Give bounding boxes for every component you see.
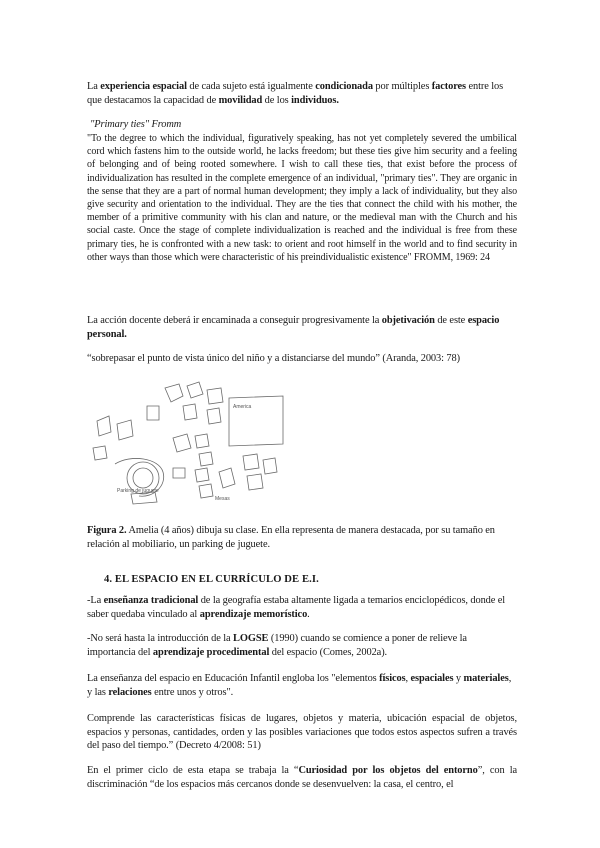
teaching-bold: espacio personal. bbox=[87, 315, 500, 340]
drawing-shape bbox=[263, 458, 277, 474]
aranda-quote: “sobrepasar el punto de vista único del niño y a distanciarse del mundo” (Aranda, 2003: 78) bbox=[87, 353, 460, 364]
drawing-shape bbox=[165, 384, 183, 402]
decreto-paragraph: Comprende las características físicas de lugares, objetos y materia, ubicación espacial de objetos, espacios y personas, cantidades, orden y las posibles variaciones que todos estos aspectos sufren a través del paso del tiempo.” (Decreto 4/2008: 51) bbox=[87, 713, 517, 751]
caption-text: Amelia (4 años) dibuja su clase. En ella representa de manera destacada, por su tamaño en relación al mobiliario, un parking de juguete. bbox=[87, 525, 495, 550]
intro-text: La bbox=[87, 81, 101, 92]
ciclo-paragraph bbox=[87, 764, 517, 791]
drawing-shape bbox=[207, 388, 223, 404]
infantil-bold: físicos bbox=[379, 673, 406, 684]
teaching-bold: objetivación bbox=[381, 315, 435, 326]
drawing-shape bbox=[199, 452, 213, 466]
ciclo-text: ”, con la discriminación “de los espacios más cercanos donde se desenvuelven: la casa, el centro, el bbox=[87, 765, 517, 790]
logse-text: (1990) cuando se comience a poner de relieve la importancia del bbox=[87, 633, 467, 658]
geo-text: . bbox=[307, 608, 310, 620]
intro-bold: individuos. bbox=[291, 94, 339, 106]
infantil-text: La enseñanza del espacio en Educación Infantil engloba los "elementos bbox=[87, 673, 380, 684]
infantil-text: entre unos y otros". bbox=[151, 686, 234, 698]
ciclo-text: En el primer ciclo de esta etapa se trabaja la “ bbox=[87, 765, 299, 776]
figure-caption bbox=[87, 524, 517, 551]
drawing-shape bbox=[187, 382, 203, 398]
drawing-shape bbox=[219, 468, 235, 488]
geo-bold: enseñanza tradicional bbox=[103, 595, 199, 606]
intro-bold: factores bbox=[431, 81, 466, 92]
infantil-text: , y las bbox=[87, 673, 512, 698]
ciclo-bold: Curiosidad por los objetos del entorno bbox=[298, 765, 478, 776]
infantil-bold: relaciones bbox=[108, 686, 152, 698]
label-america: America bbox=[233, 404, 252, 410]
drawing-shape bbox=[207, 408, 221, 424]
teaching-text: de este bbox=[434, 315, 468, 326]
drawing-shape bbox=[243, 454, 259, 470]
intro-bold: experiencia espacial bbox=[100, 81, 187, 92]
caption-bold: Figura 2. bbox=[87, 525, 127, 536]
section-heading: 4. EL ESPACIO EN EL CURRÍCULO DE E.I. bbox=[104, 574, 319, 585]
drawing-shape bbox=[173, 434, 191, 452]
drawing-shape bbox=[173, 468, 185, 478]
logse-text: del espacio (Comes, 2002a). bbox=[269, 646, 388, 658]
drawing-shape bbox=[97, 416, 111, 436]
drawing-shape bbox=[147, 406, 159, 420]
drawing-shape bbox=[133, 468, 153, 488]
drawing-shape bbox=[195, 434, 209, 448]
teaching-text: La acción docente deberá ir encaminada a conseguir progresivamente la bbox=[87, 315, 382, 326]
label-mesas: Mesas bbox=[215, 496, 230, 502]
intro-bold: movilidad bbox=[218, 94, 263, 106]
intro-bold: condicionada bbox=[315, 81, 373, 92]
intro-text: entre los que destacamos la capacidad de bbox=[87, 81, 504, 106]
geo-text: -La bbox=[87, 595, 104, 606]
quote-title: "Primary ties" Fromm bbox=[90, 119, 182, 130]
logse-bold: LOGSE bbox=[233, 633, 269, 644]
infantil-text: , bbox=[405, 673, 411, 684]
geo-text: de la geografía estaba altamente ligada a temarios enciclopédicos, donde el saber quedaba vinculado al bbox=[87, 595, 506, 620]
child-drawing-figure bbox=[87, 376, 287, 516]
geography-paragraph bbox=[87, 594, 517, 621]
intro-text: de los bbox=[262, 94, 292, 106]
intro-paragraph bbox=[87, 80, 517, 107]
infantil-text: y bbox=[453, 673, 464, 684]
drawing-shape bbox=[247, 474, 263, 490]
logse-text: -No será hasta la introducción de la bbox=[87, 633, 234, 644]
logse-bold: aprendizaje procedimental bbox=[152, 646, 270, 658]
fromm-quote: "To the degree to which the individual, figuratively speaking, has not yet completely severed the umbilical cord which fastens him to the outside world, he lacks freedom; but these ties give him security and a feeling of belonging and of being rooted somewhere. I wish to call these ties, that exist before the process of individualization has resulted in the complete emergence of an individual, "primary ties". They are organic in the sense that they are a part of normal human development; they imply a lack of individuality, but they also give security and orientation to the individual. They are the ties that connect the child with his mother, the member of a primitive community with his clan and nature, or the medieval man with the Church and his social caste. Once the stage of complete individualization is reached and the individual is free from these primary ties, he is confronted with a new task: to orient and root himself in the world and to find security in other ways than those which were characteristic of his preindividualistic existence" FROMM, 1969: 24 bbox=[87, 133, 517, 263]
infantil-paragraph bbox=[87, 672, 517, 699]
intro-text: por múltiples bbox=[372, 81, 432, 92]
intro-text: de cada sujeto está igualmente bbox=[186, 81, 316, 92]
geo-bold: aprendizaje memorístico bbox=[199, 608, 308, 620]
label-parking: Parking de juguete bbox=[117, 488, 159, 494]
drawing-shape bbox=[93, 446, 107, 460]
drawing-shape bbox=[195, 468, 209, 482]
infantil-bold: espaciales bbox=[410, 673, 454, 684]
child-drawing bbox=[87, 376, 287, 516]
infantil-bold: materiales bbox=[463, 673, 509, 684]
logse-paragraph bbox=[87, 632, 517, 659]
teaching-paragraph bbox=[87, 314, 517, 341]
drawing-shape bbox=[117, 420, 133, 440]
drawing-shape bbox=[199, 484, 213, 498]
drawing-shape bbox=[183, 404, 197, 420]
